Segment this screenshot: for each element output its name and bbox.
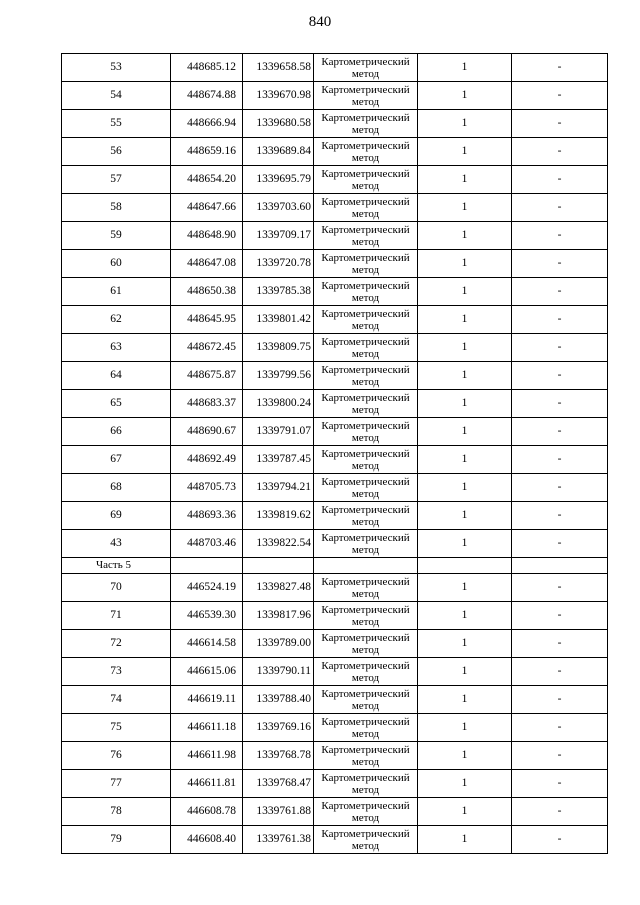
point-number-cell: 69 — [62, 502, 171, 530]
point-number-cell: 77 — [62, 770, 171, 798]
table-row — [62, 194, 608, 222]
method-line-1: Картометрический — [321, 223, 410, 236]
table-row — [62, 250, 608, 278]
table-row — [62, 474, 608, 502]
method-line-2: метод — [351, 179, 380, 192]
method-cell — [314, 278, 418, 306]
note-cell: - — [512, 502, 608, 530]
method-line-1: Картометрический — [321, 827, 410, 840]
y-coordinate-cell: 1339761.88 — [243, 798, 314, 826]
note-cell: - — [512, 630, 608, 658]
note-cell: - — [512, 446, 608, 474]
method-line-1: Картометрический — [321, 575, 410, 588]
table-row — [62, 798, 608, 826]
x-coordinate-cell: 446611.18 — [171, 714, 243, 742]
empty-cell — [243, 558, 314, 574]
method-line-2: метод — [351, 487, 380, 500]
x-coordinate-cell: 448683.37 — [171, 390, 243, 418]
accuracy-cell: 1 — [418, 798, 512, 826]
method-line-2: метод — [351, 459, 380, 472]
x-coordinate-cell: 448672.45 — [171, 334, 243, 362]
point-number-cell: 76 — [62, 742, 171, 770]
method-cell — [314, 630, 418, 658]
method-cell — [314, 82, 418, 110]
table-row — [62, 826, 608, 854]
note-cell: - — [512, 362, 608, 390]
method-cell — [314, 770, 418, 798]
x-coordinate-cell: 448693.36 — [171, 502, 243, 530]
method-cell — [314, 362, 418, 390]
x-coordinate-cell: 446524.19 — [171, 574, 243, 602]
x-coordinate-cell: 448690.67 — [171, 418, 243, 446]
table-row — [62, 334, 608, 362]
note-cell: - — [512, 250, 608, 278]
accuracy-cell: 1 — [418, 362, 512, 390]
method-cell — [314, 574, 418, 602]
method-line-2: метод — [351, 319, 380, 332]
y-coordinate-cell: 1339720.78 — [243, 250, 314, 278]
x-coordinate-cell: 448645.95 — [171, 306, 243, 334]
empty-cell — [314, 558, 418, 574]
accuracy-cell: 1 — [418, 742, 512, 770]
point-number-cell: 71 — [62, 602, 171, 630]
accuracy-cell: 1 — [418, 714, 512, 742]
x-coordinate-cell: 446611.81 — [171, 770, 243, 798]
method-line-2: метод — [351, 615, 380, 628]
point-number-cell: 78 — [62, 798, 171, 826]
x-coordinate-cell: 448647.08 — [171, 250, 243, 278]
method-cell — [314, 110, 418, 138]
note-cell: - — [512, 334, 608, 362]
y-coordinate-cell: 1339789.00 — [243, 630, 314, 658]
accuracy-cell: 1 — [418, 250, 512, 278]
table-row — [62, 742, 608, 770]
y-coordinate-cell: 1339761.38 — [243, 826, 314, 854]
method-cell — [314, 250, 418, 278]
method-line-2: метод — [351, 727, 380, 740]
note-cell: - — [512, 390, 608, 418]
table-row — [62, 54, 608, 82]
accuracy-cell: 1 — [418, 334, 512, 362]
note-cell: - — [512, 714, 608, 742]
page-number: 840 — [308, 14, 332, 30]
note-cell: - — [512, 798, 608, 826]
point-number-cell: 62 — [62, 306, 171, 334]
y-coordinate-cell: 1339817.96 — [243, 602, 314, 630]
note-cell: - — [512, 574, 608, 602]
method-line-2: метод — [351, 151, 380, 164]
accuracy-cell: 1 — [418, 222, 512, 250]
table-row — [62, 138, 608, 166]
x-coordinate-cell: 446539.30 — [171, 602, 243, 630]
method-line-2: метод — [351, 263, 380, 276]
method-line-1: Картометрический — [321, 631, 410, 644]
accuracy-cell: 1 — [418, 390, 512, 418]
accuracy-cell: 1 — [418, 574, 512, 602]
method-line-2: метод — [351, 587, 380, 600]
table-row — [62, 222, 608, 250]
accuracy-cell: 1 — [418, 82, 512, 110]
y-coordinate-cell: 1339800.24 — [243, 390, 314, 418]
x-coordinate-cell: 446619.11 — [171, 686, 243, 714]
y-coordinate-cell: 1339809.75 — [243, 334, 314, 362]
method-line-2: метод — [351, 839, 380, 852]
method-line-2: метод — [351, 403, 380, 416]
table-row — [62, 166, 608, 194]
accuracy-cell: 1 — [418, 530, 512, 558]
x-coordinate-cell: 448647.66 — [171, 194, 243, 222]
method-line-1: Картометрический — [321, 531, 410, 544]
point-number-cell: 54 — [62, 82, 171, 110]
point-number-cell: 60 — [62, 250, 171, 278]
point-number-cell: 59 — [62, 222, 171, 250]
table-row — [62, 110, 608, 138]
method-line-1: Картометрический — [321, 799, 410, 812]
x-coordinate-cell: 448685.12 — [171, 54, 243, 82]
method-line-1: Картометрический — [321, 743, 410, 756]
method-cell — [314, 742, 418, 770]
method-cell — [314, 826, 418, 854]
method-line-2: метод — [351, 515, 380, 528]
point-number-cell: 58 — [62, 194, 171, 222]
accuracy-cell: 1 — [418, 278, 512, 306]
method-line-1: Картометрический — [321, 419, 410, 432]
method-cell — [314, 138, 418, 166]
method-cell — [314, 686, 418, 714]
x-coordinate-cell: 448674.88 — [171, 82, 243, 110]
point-number-cell: 73 — [62, 658, 171, 686]
accuracy-cell: 1 — [418, 502, 512, 530]
point-number-cell: 68 — [62, 474, 171, 502]
point-number-cell: 75 — [62, 714, 171, 742]
method-line-2: метод — [351, 543, 380, 556]
note-cell: - — [512, 530, 608, 558]
point-number-cell: 56 — [62, 138, 171, 166]
x-coordinate-cell: 448675.87 — [171, 362, 243, 390]
note-cell: - — [512, 686, 608, 714]
coordinates-table — [61, 53, 608, 854]
y-coordinate-cell: 1339689.84 — [243, 138, 314, 166]
method-line-1: Картометрический — [321, 475, 410, 488]
method-line-2: метод — [351, 783, 380, 796]
x-coordinate-cell: 448705.73 — [171, 474, 243, 502]
accuracy-cell: 1 — [418, 418, 512, 446]
point-number-cell: 63 — [62, 334, 171, 362]
method-line-1: Картометрический — [321, 447, 410, 460]
method-cell — [314, 474, 418, 502]
method-line-1: Картометрический — [321, 83, 410, 96]
x-coordinate-cell: 446614.58 — [171, 630, 243, 658]
method-line-1: Картометрический — [321, 167, 410, 180]
method-cell — [314, 390, 418, 418]
accuracy-cell: 1 — [418, 138, 512, 166]
point-number-cell: 55 — [62, 110, 171, 138]
y-coordinate-cell: 1339703.60 — [243, 194, 314, 222]
note-cell: - — [512, 770, 608, 798]
method-cell — [314, 446, 418, 474]
accuracy-cell: 1 — [418, 658, 512, 686]
table-row — [62, 714, 608, 742]
accuracy-cell: 1 — [418, 306, 512, 334]
empty-cell — [171, 558, 243, 574]
method-line-1: Картометрический — [321, 335, 410, 348]
section-row — [62, 558, 608, 574]
table-row — [62, 502, 608, 530]
point-number-cell: 43 — [62, 530, 171, 558]
x-coordinate-cell: 446615.06 — [171, 658, 243, 686]
note-cell: - — [512, 474, 608, 502]
accuracy-cell: 1 — [418, 166, 512, 194]
method-cell — [314, 530, 418, 558]
x-coordinate-cell: 446608.40 — [171, 826, 243, 854]
point-number-cell: 66 — [62, 418, 171, 446]
table-row — [62, 630, 608, 658]
point-number-cell: 72 — [62, 630, 171, 658]
method-line-2: метод — [351, 375, 380, 388]
note-cell: - — [512, 278, 608, 306]
table-row — [62, 362, 608, 390]
method-cell — [314, 334, 418, 362]
method-line-2: метод — [351, 207, 380, 220]
method-line-1: Картометрический — [321, 279, 410, 292]
method-line-1: Картометрический — [321, 503, 410, 516]
note-cell: - — [512, 138, 608, 166]
note-cell: - — [512, 54, 608, 82]
method-line-1: Картометрический — [321, 111, 410, 124]
method-line-1: Картометрический — [321, 687, 410, 700]
y-coordinate-cell: 1339790.11 — [243, 658, 314, 686]
x-coordinate-cell: 448659.16 — [171, 138, 243, 166]
method-line-1: Картометрический — [321, 195, 410, 208]
method-line-1: Картометрический — [321, 55, 410, 68]
method-line-2: метод — [351, 95, 380, 108]
method-cell — [314, 54, 418, 82]
note-cell: - — [512, 418, 608, 446]
method-cell — [314, 222, 418, 250]
table-row — [62, 446, 608, 474]
note-cell: - — [512, 658, 608, 686]
point-number-cell: 61 — [62, 278, 171, 306]
method-line-2: метод — [351, 671, 380, 684]
method-line-2: метод — [351, 291, 380, 304]
y-coordinate-cell: 1339819.62 — [243, 502, 314, 530]
point-number-cell: 64 — [62, 362, 171, 390]
y-coordinate-cell: 1339785.38 — [243, 278, 314, 306]
note-cell: - — [512, 742, 608, 770]
method-line-2: метод — [351, 811, 380, 824]
method-line-2: метод — [351, 431, 380, 444]
accuracy-cell: 1 — [418, 826, 512, 854]
point-number-cell: 57 — [62, 166, 171, 194]
x-coordinate-cell: 448692.49 — [171, 446, 243, 474]
method-cell — [314, 714, 418, 742]
y-coordinate-cell: 1339670.98 — [243, 82, 314, 110]
x-coordinate-cell: 448648.90 — [171, 222, 243, 250]
accuracy-cell: 1 — [418, 686, 512, 714]
method-line-2: метод — [351, 699, 380, 712]
accuracy-cell: 1 — [418, 630, 512, 658]
y-coordinate-cell: 1339827.48 — [243, 574, 314, 602]
method-line-2: метод — [351, 347, 380, 360]
table-row — [62, 658, 608, 686]
x-coordinate-cell: 448666.94 — [171, 110, 243, 138]
method-line-2: метод — [351, 235, 380, 248]
point-number-cell: 70 — [62, 574, 171, 602]
point-number-cell: 53 — [62, 54, 171, 82]
y-coordinate-cell: 1339658.58 — [243, 54, 314, 82]
method-line-1: Картометрический — [321, 659, 410, 672]
method-line-2: метод — [351, 67, 380, 80]
note-cell: - — [512, 602, 608, 630]
method-cell — [314, 418, 418, 446]
empty-cell — [512, 558, 608, 574]
y-coordinate-cell: 1339801.42 — [243, 306, 314, 334]
note-cell: - — [512, 166, 608, 194]
point-number-cell: 79 — [62, 826, 171, 854]
method-cell — [314, 602, 418, 630]
point-number-cell: 65 — [62, 390, 171, 418]
method-cell — [314, 194, 418, 222]
method-line-1: Картометрический — [321, 391, 410, 404]
method-cell — [314, 166, 418, 194]
method-line-2: метод — [351, 755, 380, 768]
coordinates-table-body — [62, 54, 608, 854]
method-line-1: Картометрический — [321, 363, 410, 376]
y-coordinate-cell: 1339769.16 — [243, 714, 314, 742]
x-coordinate-cell: 448654.20 — [171, 166, 243, 194]
method-line-1: Картометрический — [321, 307, 410, 320]
method-line-1: Картометрический — [321, 715, 410, 728]
table-row — [62, 530, 608, 558]
y-coordinate-cell: 1339799.56 — [243, 362, 314, 390]
accuracy-cell: 1 — [418, 110, 512, 138]
note-cell: - — [512, 222, 608, 250]
method-line-1: Картометрический — [321, 603, 410, 616]
empty-cell — [418, 558, 512, 574]
y-coordinate-cell: 1339822.54 — [243, 530, 314, 558]
table-row — [62, 686, 608, 714]
table-row — [62, 278, 608, 306]
method-cell — [314, 658, 418, 686]
table-row — [62, 390, 608, 418]
y-coordinate-cell: 1339788.40 — [243, 686, 314, 714]
point-number-cell: 74 — [62, 686, 171, 714]
x-coordinate-cell: 448703.46 — [171, 530, 243, 558]
note-cell: - — [512, 826, 608, 854]
note-cell: - — [512, 110, 608, 138]
table-row — [62, 82, 608, 110]
table-row — [62, 306, 608, 334]
x-coordinate-cell: 446608.78 — [171, 798, 243, 826]
y-coordinate-cell: 1339709.17 — [243, 222, 314, 250]
accuracy-cell: 1 — [418, 770, 512, 798]
method-cell — [314, 306, 418, 334]
x-coordinate-cell: 446611.98 — [171, 742, 243, 770]
section-label: Часть 5 — [62, 558, 171, 574]
accuracy-cell: 1 — [418, 474, 512, 502]
table-row — [62, 418, 608, 446]
method-line-1: Картометрический — [321, 139, 410, 152]
accuracy-cell: 1 — [418, 54, 512, 82]
method-line-1: Картометрический — [321, 251, 410, 264]
accuracy-cell: 1 — [418, 446, 512, 474]
y-coordinate-cell: 1339768.78 — [243, 742, 314, 770]
y-coordinate-cell: 1339768.47 — [243, 770, 314, 798]
y-coordinate-cell: 1339787.45 — [243, 446, 314, 474]
method-cell — [314, 502, 418, 530]
table-row — [62, 770, 608, 798]
method-line-2: метод — [351, 643, 380, 656]
note-cell: - — [512, 306, 608, 334]
y-coordinate-cell: 1339791.07 — [243, 418, 314, 446]
point-number-cell: 67 — [62, 446, 171, 474]
note-cell: - — [512, 194, 608, 222]
accuracy-cell: 1 — [418, 602, 512, 630]
accuracy-cell: 1 — [418, 194, 512, 222]
y-coordinate-cell: 1339680.58 — [243, 110, 314, 138]
y-coordinate-cell: 1339794.21 — [243, 474, 314, 502]
method-line-1: Картометрический — [321, 771, 410, 784]
table-row — [62, 602, 608, 630]
note-cell: - — [512, 82, 608, 110]
x-coordinate-cell: 448650.38 — [171, 278, 243, 306]
table-row — [62, 574, 608, 602]
method-cell — [314, 798, 418, 826]
y-coordinate-cell: 1339695.79 — [243, 166, 314, 194]
method-line-2: метод — [351, 123, 380, 136]
